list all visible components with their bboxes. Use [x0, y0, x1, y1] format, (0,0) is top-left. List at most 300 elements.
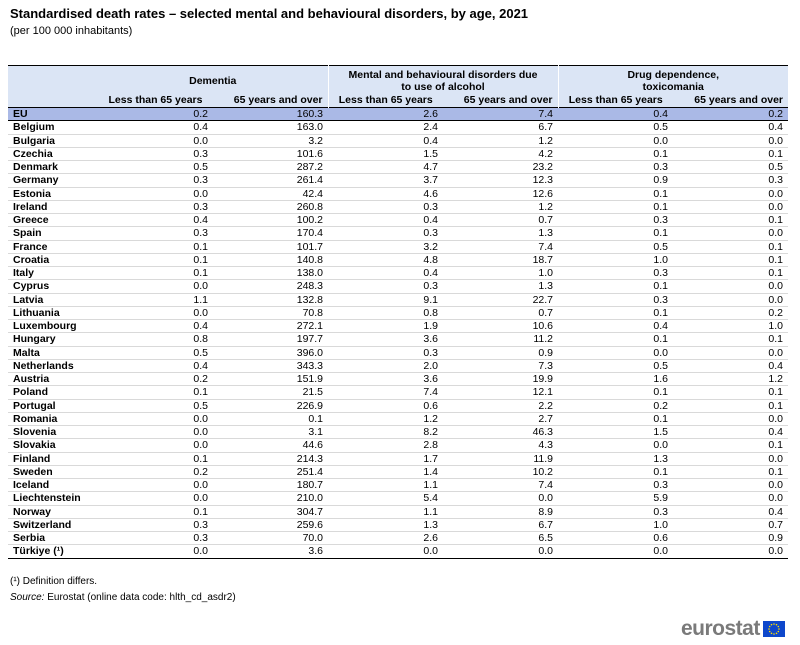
- table-row: [8, 240, 788, 253]
- country-cell: Luxembourg: [8, 320, 98, 333]
- value-cell: 0.0: [558, 439, 673, 452]
- subheader-drug-under65: Less than 65 years: [558, 94, 673, 108]
- value-cell: 0.4: [558, 320, 673, 333]
- value-cell: 343.3: [213, 359, 328, 372]
- value-cell: 2.7: [443, 412, 558, 425]
- value-cell: 163.0: [213, 121, 328, 134]
- value-cell: 396.0: [213, 346, 328, 359]
- value-cell: 248.3: [213, 280, 328, 293]
- value-cell: 1.1: [328, 505, 443, 518]
- value-cell: 151.9: [213, 373, 328, 386]
- value-cell: 0.0: [328, 545, 443, 558]
- value-cell: 0.0: [98, 306, 213, 319]
- value-cell: 1.4: [328, 465, 443, 478]
- value-cell: 0.0: [673, 545, 788, 558]
- value-cell: 1.1: [98, 293, 213, 306]
- table-row: [8, 267, 788, 280]
- country-cell: Portugal: [8, 399, 98, 412]
- value-cell: 70.8: [213, 306, 328, 319]
- flag-star-icon: [776, 624, 778, 626]
- country-cell: Liechtenstein: [8, 492, 98, 505]
- table-row: [8, 346, 788, 359]
- value-cell: 0.6: [558, 532, 673, 545]
- value-cell: 0.1: [98, 253, 213, 266]
- country-cell: Ireland: [8, 200, 98, 213]
- value-cell: 0.3: [673, 174, 788, 187]
- table-row: [8, 439, 788, 452]
- value-cell: 0.2: [98, 373, 213, 386]
- group-header-drug: [558, 66, 788, 95]
- value-cell: 251.4: [213, 465, 328, 478]
- value-cell: 12.3: [443, 174, 558, 187]
- value-cell: 2.0: [328, 359, 443, 372]
- value-cell: 0.0: [673, 187, 788, 200]
- flag-star-icon: [773, 623, 775, 625]
- value-cell: 0.0: [98, 479, 213, 492]
- value-cell: 0.1: [98, 267, 213, 280]
- value-cell: 3.2: [328, 240, 443, 253]
- value-cell: 0.0: [673, 293, 788, 306]
- value-cell: 226.9: [213, 399, 328, 412]
- value-cell: 11.9: [443, 452, 558, 465]
- country-cell: Lithuania: [8, 306, 98, 319]
- value-cell: 0.1: [98, 240, 213, 253]
- value-cell: 0.0: [673, 412, 788, 425]
- country-cell: Belgium: [8, 121, 98, 134]
- value-cell: 1.0: [558, 253, 673, 266]
- value-cell: 0.3: [558, 161, 673, 174]
- value-cell: 0.1: [558, 333, 673, 346]
- value-cell: 210.0: [213, 492, 328, 505]
- value-cell: 0.5: [673, 161, 788, 174]
- country-cell: Serbia: [8, 532, 98, 545]
- value-cell: 0.5: [558, 240, 673, 253]
- value-cell: 0.2: [558, 399, 673, 412]
- value-cell: 0.0: [673, 280, 788, 293]
- value-cell: 0.1: [98, 386, 213, 399]
- value-cell: 0.3: [98, 174, 213, 187]
- value-cell: 6.7: [443, 121, 558, 134]
- table-row: [8, 386, 788, 399]
- value-cell: 0.1: [213, 412, 328, 425]
- value-cell: 0.8: [98, 333, 213, 346]
- table-row: [8, 518, 788, 531]
- country-cell: Czechia: [8, 147, 98, 160]
- table-subtitle: (per 100 000 inhabitants): [10, 25, 133, 37]
- group-header-alcohol-text: Mental and behavioural disorders due to use of alcohol: [348, 68, 538, 93]
- value-cell: 42.4: [213, 187, 328, 200]
- table-row: [8, 306, 788, 319]
- table-body: [8, 108, 788, 559]
- flag-star-icon: [777, 631, 779, 633]
- country-cell: Bulgaria: [8, 134, 98, 147]
- value-cell: 0.3: [558, 505, 673, 518]
- country-cell: Norway: [8, 505, 98, 518]
- value-cell: 0.4: [328, 214, 443, 227]
- table-row: [8, 359, 788, 372]
- value-cell: 0.0: [558, 545, 673, 558]
- value-cell: 214.3: [213, 452, 328, 465]
- value-cell: 0.1: [673, 333, 788, 346]
- value-cell: 5.4: [328, 492, 443, 505]
- value-cell: 0.1: [673, 386, 788, 399]
- value-cell: 1.2: [443, 200, 558, 213]
- value-cell: 21.5: [213, 386, 328, 399]
- country-cell: Germany: [8, 174, 98, 187]
- value-cell: 4.7: [328, 161, 443, 174]
- value-cell: 1.9: [328, 320, 443, 333]
- value-cell: 9.1: [328, 293, 443, 306]
- value-cell: 0.4: [98, 214, 213, 227]
- value-cell: 0.8: [328, 306, 443, 319]
- value-cell: 0.1: [558, 200, 673, 213]
- flag-star-icon: [776, 633, 778, 635]
- value-cell: 0.0: [673, 227, 788, 240]
- value-cell: 11.2: [443, 333, 558, 346]
- value-cell: 0.3: [98, 532, 213, 545]
- value-cell: 0.1: [673, 267, 788, 280]
- value-cell: 261.4: [213, 174, 328, 187]
- country-cell: Italy: [8, 267, 98, 280]
- country-cell: Slovakia: [8, 439, 98, 452]
- value-cell: 6.5: [443, 532, 558, 545]
- value-cell: 18.7: [443, 253, 558, 266]
- value-cell: 0.3: [328, 227, 443, 240]
- source-label: Source:: [10, 592, 45, 603]
- value-cell: 0.0: [673, 346, 788, 359]
- value-cell: 0.4: [673, 505, 788, 518]
- value-cell: 3.6: [328, 333, 443, 346]
- value-cell: 1.6: [558, 373, 673, 386]
- value-cell: 7.3: [443, 359, 558, 372]
- value-cell: 2.4: [328, 121, 443, 134]
- value-cell: 304.7: [213, 505, 328, 518]
- source-line: [10, 592, 236, 603]
- group-header-dementia: Dementia: [98, 66, 328, 95]
- value-cell: 0.3: [558, 267, 673, 280]
- table-row: [8, 293, 788, 306]
- country-cell: Spain: [8, 227, 98, 240]
- value-cell: 3.6: [328, 373, 443, 386]
- country-cell: Hungary: [8, 333, 98, 346]
- table-row: [8, 412, 788, 425]
- subheader-alcohol-65plus: 65 years and over: [443, 94, 558, 108]
- value-cell: 1.1: [328, 479, 443, 492]
- country-cell: Latvia: [8, 293, 98, 306]
- value-cell: 10.2: [443, 465, 558, 478]
- value-cell: 0.2: [673, 306, 788, 319]
- country-cell: Denmark: [8, 161, 98, 174]
- flag-star-icon: [769, 631, 771, 633]
- value-cell: 0.1: [558, 386, 673, 399]
- value-cell: 0.2: [98, 465, 213, 478]
- value-cell: 1.2: [443, 134, 558, 147]
- value-cell: 0.5: [98, 399, 213, 412]
- table-row: [8, 147, 788, 160]
- flag-star-icon: [778, 628, 780, 630]
- table-row: [8, 373, 788, 386]
- value-cell: 7.4: [443, 240, 558, 253]
- subheader-dementia-under65: Less than 65 years: [98, 94, 213, 108]
- value-cell: 0.2: [673, 108, 788, 121]
- country-cell: Malta: [8, 346, 98, 359]
- country-cell: Estonia: [8, 187, 98, 200]
- country-cell: Greece: [8, 214, 98, 227]
- value-cell: 12.6: [443, 187, 558, 200]
- value-cell: 0.4: [558, 108, 673, 121]
- flag-star-icon: [769, 626, 771, 628]
- table-row: [8, 214, 788, 227]
- group-header-drug-text: Drug dependence, toxicomania: [627, 68, 720, 93]
- value-cell: 0.0: [98, 134, 213, 147]
- country-cell: Romania: [8, 412, 98, 425]
- table-row: [8, 121, 788, 134]
- value-cell: 140.8: [213, 253, 328, 266]
- value-cell: 1.0: [443, 267, 558, 280]
- value-cell: 0.3: [328, 346, 443, 359]
- subheader-dementia-65plus: 65 years and over: [213, 94, 328, 108]
- value-cell: 0.0: [98, 412, 213, 425]
- value-cell: 1.3: [443, 280, 558, 293]
- value-cell: 23.2: [443, 161, 558, 174]
- value-cell: 0.3: [328, 280, 443, 293]
- value-cell: 260.8: [213, 200, 328, 213]
- value-cell: 44.6: [213, 439, 328, 452]
- value-cell: 180.7: [213, 479, 328, 492]
- value-cell: 0.3: [558, 214, 673, 227]
- value-cell: 0.3: [98, 227, 213, 240]
- table-title: Standardised death rates – selected mental and behavioural disorders, by age, 2021: [10, 6, 529, 21]
- value-cell: 287.2: [213, 161, 328, 174]
- value-cell: 70.0: [213, 532, 328, 545]
- subheader-corner: [8, 94, 98, 108]
- flag-star-icon: [773, 633, 775, 635]
- table-row: [8, 253, 788, 266]
- table-row: [8, 227, 788, 240]
- table-row: [8, 505, 788, 518]
- table-row: [8, 174, 788, 187]
- value-cell: 1.3: [328, 518, 443, 531]
- value-cell: 0.3: [558, 293, 673, 306]
- country-cell: Croatia: [8, 253, 98, 266]
- table-row: [8, 320, 788, 333]
- value-cell: 7.4: [328, 386, 443, 399]
- table-row: [8, 333, 788, 346]
- value-cell: 2.6: [328, 108, 443, 121]
- value-cell: 2.2: [443, 399, 558, 412]
- value-cell: 1.3: [443, 227, 558, 240]
- table-row: [8, 532, 788, 545]
- value-cell: 138.0: [213, 267, 328, 280]
- value-cell: 5.9: [558, 492, 673, 505]
- table-row: [8, 134, 788, 147]
- value-cell: 0.1: [558, 147, 673, 160]
- value-cell: 0.1: [673, 253, 788, 266]
- value-cell: 101.7: [213, 240, 328, 253]
- value-cell: 3.6: [213, 545, 328, 558]
- value-cell: 160.3: [213, 108, 328, 121]
- eurostat-logo: [681, 617, 785, 641]
- value-cell: 0.3: [98, 200, 213, 213]
- table-row: [8, 399, 788, 412]
- value-cell: 0.9: [558, 174, 673, 187]
- value-cell: 0.7: [443, 214, 558, 227]
- value-cell: 0.0: [443, 492, 558, 505]
- value-cell: 4.8: [328, 253, 443, 266]
- table-row: [8, 452, 788, 465]
- value-cell: 0.0: [98, 187, 213, 200]
- value-cell: 0.1: [98, 452, 213, 465]
- table-row: [8, 187, 788, 200]
- value-cell: 0.0: [673, 492, 788, 505]
- value-cell: 259.6: [213, 518, 328, 531]
- value-cell: 0.1: [558, 227, 673, 240]
- value-cell: 0.1: [558, 412, 673, 425]
- value-cell: 0.0: [98, 545, 213, 558]
- country-cell: Sweden: [8, 465, 98, 478]
- value-cell: 132.8: [213, 293, 328, 306]
- value-cell: 0.0: [98, 280, 213, 293]
- table-row: [8, 161, 788, 174]
- value-cell: 0.1: [673, 465, 788, 478]
- value-cell: 0.0: [673, 134, 788, 147]
- flag-star-icon: [777, 626, 779, 628]
- value-cell: 1.2: [328, 412, 443, 425]
- logo-text: eurostat: [681, 617, 760, 640]
- flag-star-icon: [768, 628, 770, 630]
- value-cell: 0.7: [673, 518, 788, 531]
- value-cell: 0.0: [558, 346, 673, 359]
- value-cell: 0.0: [673, 452, 788, 465]
- value-cell: 0.9: [673, 532, 788, 545]
- value-cell: 0.4: [328, 134, 443, 147]
- value-cell: 1.5: [558, 426, 673, 439]
- value-cell: 0.0: [673, 200, 788, 213]
- value-cell: 0.1: [673, 240, 788, 253]
- value-cell: 0.4: [98, 359, 213, 372]
- value-cell: 0.1: [673, 147, 788, 160]
- value-cell: 0.0: [673, 479, 788, 492]
- value-cell: 272.1: [213, 320, 328, 333]
- value-cell: 0.9: [443, 346, 558, 359]
- table-row: [8, 465, 788, 478]
- value-cell: 12.1: [443, 386, 558, 399]
- value-cell: 4.2: [443, 147, 558, 160]
- country-cell: Switzerland: [8, 518, 98, 531]
- value-cell: 3.2: [213, 134, 328, 147]
- country-cell: EU: [8, 108, 98, 121]
- value-cell: 0.0: [98, 492, 213, 505]
- value-cell: 0.1: [558, 306, 673, 319]
- value-cell: 0.0: [98, 426, 213, 439]
- value-cell: 170.4: [213, 227, 328, 240]
- flag-star-icon: [771, 624, 773, 626]
- value-cell: 1.5: [328, 147, 443, 160]
- source-text: Eurostat (online data code: hlth_cd_asdr2): [47, 592, 236, 603]
- country-cell: France: [8, 240, 98, 253]
- value-cell: 7.4: [443, 479, 558, 492]
- value-cell: 0.0: [558, 134, 673, 147]
- country-cell: Finland: [8, 452, 98, 465]
- value-cell: 2.8: [328, 439, 443, 452]
- country-cell: Türkiye (¹): [8, 545, 98, 558]
- value-cell: 0.1: [558, 280, 673, 293]
- value-cell: 0.4: [673, 121, 788, 134]
- value-cell: 0.4: [673, 359, 788, 372]
- country-cell: Iceland: [8, 479, 98, 492]
- value-cell: 100.2: [213, 214, 328, 227]
- value-cell: 4.3: [443, 439, 558, 452]
- value-cell: 101.6: [213, 147, 328, 160]
- value-cell: 0.7: [443, 306, 558, 319]
- value-cell: 0.5: [98, 346, 213, 359]
- value-cell: 0.0: [98, 439, 213, 452]
- value-cell: 0.1: [673, 214, 788, 227]
- value-cell: 1.2: [673, 373, 788, 386]
- country-cell: Netherlands: [8, 359, 98, 372]
- value-cell: 0.3: [98, 518, 213, 531]
- table-row: [8, 426, 788, 439]
- value-cell: 0.1: [673, 439, 788, 452]
- table-row: [8, 545, 788, 558]
- group-header-alcohol: [328, 66, 558, 95]
- value-cell: 8.2: [328, 426, 443, 439]
- country-cell: Slovenia: [8, 426, 98, 439]
- value-cell: 0.0: [443, 545, 558, 558]
- value-cell: 6.7: [443, 518, 558, 531]
- value-cell: 22.7: [443, 293, 558, 306]
- value-cell: 19.9: [443, 373, 558, 386]
- value-cell: 1.7: [328, 452, 443, 465]
- value-cell: 0.6: [328, 399, 443, 412]
- value-cell: 8.9: [443, 505, 558, 518]
- value-cell: 3.7: [328, 174, 443, 187]
- table-row: [8, 479, 788, 492]
- value-cell: 10.6: [443, 320, 558, 333]
- value-cell: 2.6: [328, 532, 443, 545]
- value-cell: 1.0: [673, 320, 788, 333]
- value-cell: 1.3: [558, 452, 673, 465]
- table-row: [8, 108, 788, 121]
- value-cell: 0.5: [98, 161, 213, 174]
- table-row: [8, 200, 788, 213]
- value-cell: 0.3: [558, 479, 673, 492]
- table-row: [8, 492, 788, 505]
- value-cell: 0.4: [98, 320, 213, 333]
- header-corner: [8, 66, 98, 95]
- value-cell: 197.7: [213, 333, 328, 346]
- value-cell: 0.4: [328, 267, 443, 280]
- value-cell: 0.1: [558, 187, 673, 200]
- value-cell: 0.5: [558, 121, 673, 134]
- value-cell: 0.5: [558, 359, 673, 372]
- value-cell: 0.1: [98, 505, 213, 518]
- footnote: (¹) Definition differs.: [10, 576, 98, 587]
- value-cell: 0.3: [328, 200, 443, 213]
- table-row: [8, 280, 788, 293]
- country-cell: Austria: [8, 373, 98, 386]
- flag-star-icon: [771, 633, 773, 635]
- value-cell: 0.3: [98, 147, 213, 160]
- value-cell: 3.1: [213, 426, 328, 439]
- data-table: [8, 65, 788, 559]
- country-cell: Poland: [8, 386, 98, 399]
- country-cell: Cyprus: [8, 280, 98, 293]
- value-cell: 7.4: [443, 108, 558, 121]
- subheader-alcohol-under65: Less than 65 years: [328, 94, 443, 108]
- value-cell: 46.3: [443, 426, 558, 439]
- subheader-drug-65plus: 65 years and over: [673, 94, 788, 108]
